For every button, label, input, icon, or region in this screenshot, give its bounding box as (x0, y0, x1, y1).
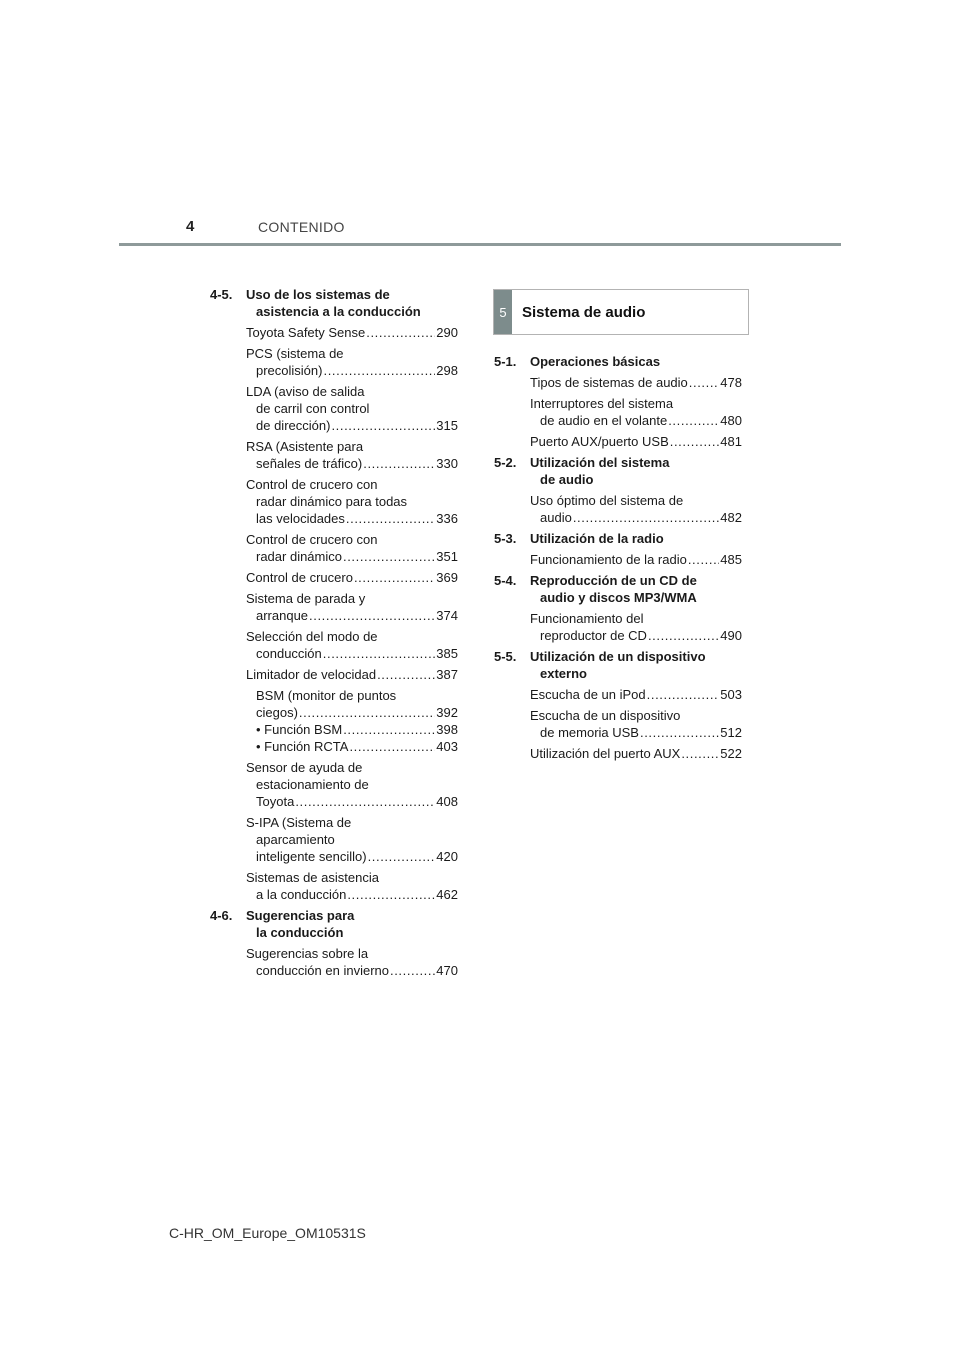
entry-last-line (530, 551, 742, 568)
dot-leader (366, 324, 435, 341)
dot-leader (390, 962, 435, 979)
chapter-title: Sistema de audio (522, 303, 646, 321)
toc-entry-link[interactable] (530, 686, 742, 703)
dot-leader (363, 455, 435, 472)
section-title (246, 286, 458, 320)
entry-text-line: Funcionamiento del (530, 611, 644, 626)
section-title-line: Sugerencias para (246, 908, 355, 923)
entry-last-line (246, 848, 458, 865)
entry-text-line: de dirección) (256, 418, 331, 433)
entry-text-line: las velocidades (256, 511, 345, 526)
section-title (530, 353, 742, 370)
entry-page-number: 385 (436, 646, 458, 661)
entry-page-number: 398 (436, 722, 458, 737)
chapter-heading[interactable] (493, 289, 749, 335)
toc-entry-link[interactable] (246, 324, 458, 341)
entry-text-line: Funcionamiento de la radio (530, 552, 687, 567)
footer-doc-id: C-HR_OM_Europe_OM10531S (169, 1225, 366, 1241)
entry-text-line: Sistema de parada y (246, 591, 366, 606)
entry-last-line (530, 627, 742, 644)
dot-leader (347, 886, 435, 903)
section-title-line: Utilización del sistema (530, 455, 670, 470)
entry-text-line: señales de tráfico) (256, 456, 363, 471)
dot-leader (299, 704, 435, 721)
entry-last-line (246, 666, 458, 683)
entry-last-line (530, 412, 742, 429)
toc-entry-link[interactable] (530, 745, 742, 762)
chapter-number: 5 (494, 290, 512, 334)
entry-text-line: de memoria USB (540, 725, 639, 740)
entry-text-line: conducción en invierno (256, 963, 389, 978)
toc-entry-link[interactable] (246, 814, 458, 865)
dot-leader (681, 745, 719, 762)
dot-leader (670, 433, 720, 450)
entry-last-line (246, 721, 458, 738)
entry-page-number: 470 (436, 963, 458, 978)
section-title-line: Reproducción de un CD de (530, 573, 697, 588)
section-number: 5-2. (494, 455, 517, 470)
entry-last-line (246, 886, 458, 903)
entry-page-number: 462 (436, 887, 458, 902)
dot-leader (343, 721, 435, 738)
dot-leader (331, 417, 435, 434)
entry-last-line (246, 607, 458, 624)
section-title-line: Utilización de un dispositivo (530, 649, 706, 664)
dot-leader (343, 548, 435, 565)
section-number: 5-4. (494, 573, 517, 588)
toc-entry-link[interactable] (246, 383, 458, 434)
entry-text-line: Control de crucero (246, 570, 353, 585)
entry-text-line: S-IPA (Sistema de (246, 815, 352, 830)
entry-page-number: 387 (436, 667, 458, 682)
toc-section-heading (494, 454, 742, 488)
entry-page-number: 482 (720, 510, 742, 525)
section-title-line: Uso de los sistemas de (246, 287, 390, 302)
entry-last-line (246, 324, 458, 341)
toc-entry-link[interactable] (246, 945, 458, 979)
entry-text-line: Sensor de ayuda de (246, 760, 363, 775)
section-title-line: audio y discos MP3/WMA (540, 590, 697, 605)
dot-leader (349, 738, 435, 755)
section-number: 5-3. (494, 531, 517, 546)
entry-text-line: Sistemas de asistencia (246, 870, 379, 885)
entry-last-line (530, 724, 742, 741)
section-title (530, 454, 742, 488)
entry-text-line: Uso óptimo del sistema de (530, 493, 684, 508)
toc-entry-link[interactable] (246, 476, 458, 527)
entry-text-line: Control de crucero con (246, 532, 378, 547)
toc-section-heading (210, 907, 458, 941)
toc-section-heading (494, 530, 742, 547)
toc-entry-link[interactable] (530, 395, 742, 429)
toc-entry-link[interactable] (530, 610, 742, 644)
toc-entry-link[interactable] (246, 759, 458, 810)
entry-page-number: 298 (436, 363, 458, 378)
entry-text-line: Toyota (256, 794, 295, 809)
entry-page-number: 478 (720, 375, 742, 390)
section-title (530, 530, 742, 547)
entry-last-line (246, 362, 458, 379)
entry-text-line: RSA (Asistente para (246, 439, 364, 454)
section-title (246, 907, 458, 941)
entry-text-line: radar dinámico para todas (256, 494, 408, 509)
toc-entry-link[interactable] (246, 687, 458, 721)
section-title-line: asistencia a la conducción (256, 304, 421, 319)
toc-entry-link[interactable] (246, 438, 458, 472)
entry-text-line: radar dinámico (256, 549, 342, 564)
entry-page-number: 420 (436, 849, 458, 864)
toc-entry-link[interactable] (530, 433, 742, 450)
entry-last-line (246, 793, 458, 810)
entry-page-number: 512 (720, 725, 742, 740)
dot-leader (295, 793, 435, 810)
entry-page-number: 336 (436, 511, 458, 526)
header-rule (119, 243, 841, 246)
entry-last-line (246, 704, 458, 721)
entry-text-line: a la conducción (256, 887, 347, 902)
entry-page-number: 480 (720, 413, 742, 428)
entry-last-line (246, 417, 458, 434)
dot-leader (377, 666, 435, 683)
entry-page-number: 403 (436, 739, 458, 754)
toc-entry-link[interactable] (246, 721, 458, 738)
toc-entry-link[interactable] (530, 707, 742, 741)
entry-last-line (530, 374, 742, 391)
dot-leader (647, 686, 720, 703)
section-title (530, 648, 742, 682)
entry-page-number: 522 (720, 746, 742, 761)
toc-entry-link[interactable] (246, 628, 458, 662)
page-number: 4 (186, 218, 195, 235)
entry-text-line: audio (540, 510, 572, 525)
toc-section-heading (494, 353, 742, 370)
entry-text-line: • Función BSM (256, 722, 343, 737)
toc-section-heading (210, 286, 458, 320)
dot-leader (323, 645, 436, 662)
dot-leader (648, 627, 719, 644)
entry-text-line: Puerto AUX/puerto USB (530, 434, 669, 449)
toc-entry-link[interactable] (246, 738, 458, 755)
toc-entry-link[interactable] (530, 374, 742, 391)
entry-text-line: de audio en el volante (540, 413, 668, 428)
entry-text-line: Escucha de un iPod (530, 687, 646, 702)
entry-text-line: inteligente sencillo) (256, 849, 367, 864)
entry-last-line (246, 455, 458, 472)
entry-last-line (246, 738, 458, 755)
dot-leader (688, 551, 719, 568)
entry-page-number: 330 (436, 456, 458, 471)
entry-text-line: reproductor de CD (540, 628, 647, 643)
entry-text-line: Escucha de un dispositivo (530, 708, 681, 723)
entry-text-line: precolisión) (256, 363, 323, 378)
entry-page-number: 351 (436, 549, 458, 564)
entry-text-line: conducción (256, 646, 322, 661)
entry-page-number: 392 (436, 705, 458, 720)
toc-right-column (494, 353, 742, 766)
toc-entry-link[interactable] (246, 345, 458, 379)
entry-last-line (246, 569, 458, 586)
toc-section-heading (494, 572, 742, 606)
entry-page-number: 408 (436, 794, 458, 809)
header-title: CONTENIDO (258, 219, 345, 235)
toc-entry-link[interactable] (246, 869, 458, 903)
section-title-line: la conducción (256, 925, 344, 940)
entry-text-line: Selección del modo de (246, 629, 378, 644)
entry-last-line (246, 645, 458, 662)
toc-entry-link[interactable] (246, 666, 458, 683)
entry-text-line: BSM (monitor de puntos (256, 688, 397, 703)
entry-last-line (530, 745, 742, 762)
entry-last-line (246, 962, 458, 979)
dot-leader (346, 510, 435, 527)
section-number: 4-5. (210, 287, 233, 302)
dot-leader (640, 724, 719, 741)
dot-leader (323, 362, 435, 379)
entry-text-line: estacionamiento de (256, 777, 369, 792)
entry-text-line: ciegos) (256, 705, 298, 720)
entry-text-line: LDA (aviso de salida (246, 384, 365, 399)
dot-leader (368, 848, 436, 865)
section-title-line: Operaciones básicas (530, 354, 661, 369)
entry-last-line (246, 510, 458, 527)
entry-text-line: aparcamiento (256, 832, 335, 847)
dot-leader (689, 374, 720, 391)
entry-page-number: 481 (720, 434, 742, 449)
section-title-line: de audio (540, 472, 594, 487)
entry-last-line (530, 686, 742, 703)
entry-last-line (246, 548, 458, 565)
entry-page-number: 290 (436, 325, 458, 340)
entry-page-number: 369 (436, 570, 458, 585)
toc-entry-link[interactable] (246, 569, 458, 586)
entry-text-line: Limitador de velocidad (246, 667, 377, 682)
entry-text-line: Toyota Safety Sense (246, 325, 366, 340)
entry-page-number: 315 (436, 418, 458, 433)
entry-last-line (530, 433, 742, 450)
entry-page-number: 374 (436, 608, 458, 623)
toc-section-heading (494, 648, 742, 682)
entry-last-line (530, 509, 742, 526)
dot-leader (309, 607, 435, 624)
entry-text-line: Control de crucero con (246, 477, 378, 492)
entry-text-line: Tipos de sistemas de audio (530, 375, 688, 390)
entry-text-line: de carril con control (256, 401, 370, 416)
entry-page-number: 490 (720, 628, 742, 643)
entry-text-line: Interruptores del sistema (530, 396, 674, 411)
dot-leader (354, 569, 435, 586)
entry-text-line: • Función RCTA (256, 739, 349, 754)
section-number: 5-1. (494, 354, 517, 369)
entry-page-number: 485 (720, 552, 742, 567)
toc-entry-link[interactable] (246, 590, 458, 624)
entry-text-line: arranque (256, 608, 309, 623)
section-number: 4-6. (210, 908, 233, 923)
section-title-line: externo (540, 666, 587, 681)
entry-text-line: Utilización del puerto AUX (530, 746, 681, 761)
dot-leader (668, 412, 719, 429)
section-title-line: Utilización de la radio (530, 531, 664, 546)
entry-page-number: 503 (720, 687, 742, 702)
section-number: 5-5. (494, 649, 517, 664)
toc-entry-link[interactable] (530, 492, 742, 526)
section-title (530, 572, 742, 606)
dot-leader (573, 509, 719, 526)
entry-text-line: PCS (sistema de (246, 346, 344, 361)
entry-text-line: Sugerencias sobre la (246, 946, 369, 961)
toc-left-column (210, 286, 458, 983)
toc-entry-link[interactable] (246, 531, 458, 565)
toc-entry-link[interactable] (530, 551, 742, 568)
